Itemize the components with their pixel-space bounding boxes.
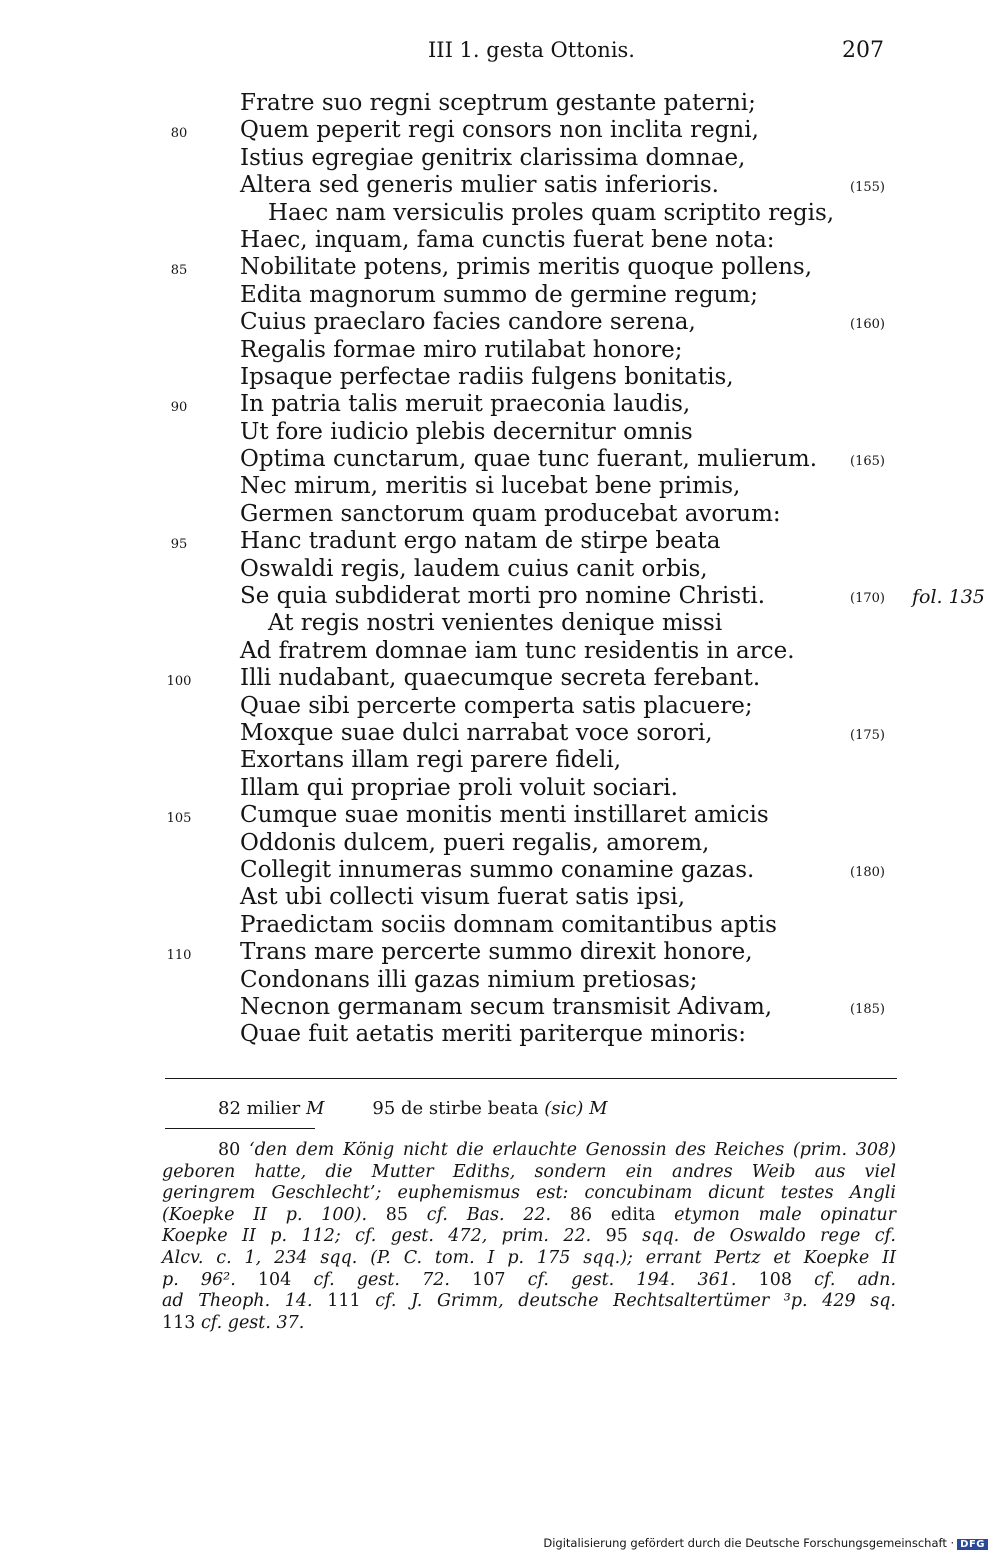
verse-line bbox=[0, 747, 1000, 774]
verse-line bbox=[0, 939, 1000, 966]
verse-text: Regalis formae miro rutilabat honore; bbox=[240, 336, 683, 363]
verse-text: Nec mirum, meritis si lucebat bene primis, bbox=[240, 473, 741, 500]
verse-line bbox=[0, 90, 1000, 117]
verse-number: 100 bbox=[166, 674, 192, 690]
verse-text: Oddonis dulcem, pueri regalis, amorem, bbox=[240, 829, 710, 856]
verse-text: Oswaldi regis, laudem cuius canit orbis, bbox=[240, 555, 708, 582]
note-segment: (Koepke II p. 100). bbox=[162, 1204, 368, 1225]
note-segment: 80 bbox=[218, 1140, 249, 1160]
verse-text-block bbox=[0, 90, 1000, 1049]
verse-text: Edita magnorum summo de germine regum; bbox=[240, 281, 758, 308]
note-segment: cf. J. Grimm, deutsche Rechtsaltertümer ³p. 429 sq. bbox=[375, 1291, 896, 1312]
verse-text: Fratre suo regni sceptrum gestante paterni; bbox=[240, 90, 756, 116]
notes-divider bbox=[165, 1128, 315, 1129]
note-segment: 104 bbox=[235, 1269, 314, 1290]
verse-count-number: (175) bbox=[850, 727, 885, 743]
verse-text: Hanc tradunt ergo natam de stirpe beata bbox=[240, 528, 721, 555]
verse-line bbox=[0, 583, 1000, 610]
verse-text: Haec, inquam, fama cunctis fuerat bene nota: bbox=[240, 226, 775, 253]
verse-line bbox=[0, 884, 1000, 911]
verse-line bbox=[0, 419, 1000, 446]
verse-text: Exortans illam regi parere fideli, bbox=[240, 747, 622, 774]
note-line bbox=[162, 1291, 896, 1313]
note-line bbox=[162, 1248, 896, 1270]
verse-text: Quem peperit regi consors non inclita regni, bbox=[240, 117, 759, 144]
verse-line bbox=[0, 775, 1000, 802]
verse-text: Condonans illi gazas nimium pretiosas; bbox=[240, 966, 698, 993]
verse-line bbox=[0, 227, 1000, 254]
verse-text: Quae sibi percerte comperta satis placuere; bbox=[240, 692, 753, 719]
verse-text: Ast ubi collecti visum fuerat satis ipsi, bbox=[240, 884, 686, 911]
verse-text: Illi nudabant, quaecumque secreta ferebant. bbox=[240, 665, 761, 692]
page-header bbox=[0, 38, 1000, 68]
note-segment: Alcv. c. 1, 234 sqq. (P. C. tom. I p. 175 sqq.); errant Pertz et Koepke II bbox=[162, 1247, 896, 1268]
verse-text: Cuius praeclaro facies candore serena, bbox=[240, 309, 696, 336]
verse-text: At regis nostri venientes denique missi bbox=[268, 610, 723, 637]
verse-line bbox=[0, 501, 1000, 528]
note-line bbox=[162, 1313, 896, 1335]
verse-text: Praedictam sociis domnam comitantibus aptis bbox=[240, 911, 777, 938]
note-line bbox=[162, 1183, 896, 1205]
verse-text: Ipsaque perfectae radiis fulgens bonitatis, bbox=[240, 363, 734, 390]
verse-line bbox=[0, 967, 1000, 994]
manuscript-siglum: M bbox=[589, 1098, 608, 1119]
verse-line bbox=[0, 830, 1000, 857]
note-segment: 95 bbox=[591, 1226, 643, 1247]
verse-line bbox=[0, 337, 1000, 364]
note-segment: geboren hatte, die Mutter Ediths, sondern ein andres Weib aus viel bbox=[162, 1161, 896, 1182]
verse-line bbox=[0, 610, 1000, 637]
verse-line bbox=[0, 200, 1000, 227]
verse-line bbox=[0, 638, 1000, 665]
verse-line bbox=[0, 282, 1000, 309]
note-segment: ‘den dem König nicht die erlauchte Genossin des Reiches (prim. 308) bbox=[249, 1140, 896, 1160]
note-segment: 85 bbox=[367, 1204, 427, 1225]
verse-number: 85 bbox=[170, 263, 188, 279]
page-number: 207 bbox=[842, 38, 884, 63]
critical-apparatus bbox=[218, 1098, 608, 1119]
verse-count-number: (180) bbox=[850, 864, 885, 880]
note-segment: sqq. de Oswaldo rege cf. bbox=[642, 1226, 896, 1247]
folio-marker: fol. 135 bbox=[912, 586, 985, 609]
verse-line bbox=[0, 1021, 1000, 1048]
dfg-logo: DFG bbox=[957, 1539, 988, 1550]
verse-line bbox=[0, 254, 1000, 281]
note-line bbox=[162, 1162, 896, 1184]
verse-line bbox=[0, 556, 1000, 583]
verse-count-number: (165) bbox=[850, 454, 885, 470]
verse-line bbox=[0, 857, 1000, 884]
verse-text: Ad fratrem domnae iam tunc residentis in arce. bbox=[240, 637, 795, 664]
verse-number: 105 bbox=[166, 811, 192, 827]
verse-text: Istius egregiae genitrix clarissima domnae, bbox=[240, 144, 746, 171]
apparatus-divider bbox=[165, 1078, 897, 1079]
verse-count-number: (160) bbox=[850, 317, 885, 333]
note-segment: Koepke II p. 112; cf. gest. 472, prim. 22. bbox=[162, 1226, 592, 1247]
note-line bbox=[162, 1226, 896, 1248]
note-line bbox=[162, 1140, 896, 1162]
apparatus-text: 82 milier bbox=[218, 1098, 306, 1119]
verse-line bbox=[0, 994, 1000, 1021]
note-segment: 113 bbox=[162, 1312, 201, 1333]
verse-line bbox=[0, 528, 1000, 555]
note-segment: cf. Bas. 22. bbox=[426, 1204, 552, 1225]
note-segment: 86 edita bbox=[551, 1204, 675, 1225]
verse-text: Nobilitate potens, primis meritis quoque pollens, bbox=[240, 254, 813, 281]
note-segment: ad Theoph. 14. bbox=[162, 1291, 313, 1312]
verse-text: Cumque suae monitis menti instillaret amicis bbox=[240, 802, 769, 829]
verse-text: Necnon germanam secum transmisit Adivam, bbox=[240, 993, 773, 1020]
note-segment: geringrem Geschlecht’; euphemismus est: concubinam dicunt testes Angli bbox=[162, 1183, 896, 1204]
running-title: III 1. gesta Ottonis. bbox=[428, 38, 635, 62]
verse-line bbox=[0, 145, 1000, 172]
verse-text: In patria talis meruit praeconia laudis, bbox=[240, 391, 691, 418]
note-segment: cf. gest. 72. bbox=[313, 1269, 450, 1290]
verse-line bbox=[0, 912, 1000, 939]
verse-number: 80 bbox=[170, 126, 188, 142]
verse-text: Collegit innumeras summo conamine gazas. bbox=[240, 856, 755, 883]
manuscript-siglum: M bbox=[305, 1098, 325, 1119]
verse-line bbox=[0, 446, 1000, 473]
verse-line bbox=[0, 693, 1000, 720]
verse-text: Trans mare percerte summo direxit honore, bbox=[240, 939, 753, 966]
note-line bbox=[162, 1270, 896, 1292]
verse-line bbox=[0, 364, 1000, 391]
apparatus-entry bbox=[218, 1098, 324, 1119]
note-line bbox=[162, 1205, 896, 1227]
commentary-notes bbox=[162, 1140, 896, 1334]
credit-text: Digitalisierung gefördert durch die Deutsche Forschungsgemeinschaft · bbox=[543, 1536, 955, 1550]
verse-number: 110 bbox=[166, 948, 192, 964]
verse-count-number: (155) bbox=[850, 180, 885, 196]
apparatus-note: (sic) bbox=[544, 1098, 590, 1119]
verse-text: Ut fore iudicio plebis decernitur omnis bbox=[240, 418, 693, 445]
verse-count-number: (170) bbox=[850, 591, 885, 607]
note-segment: 108 bbox=[736, 1269, 815, 1290]
verse-text: Illam qui propriae proli voluit sociari. bbox=[240, 774, 678, 801]
verse-line bbox=[0, 802, 1000, 829]
verse-line bbox=[0, 665, 1000, 692]
apparatus-entry bbox=[372, 1098, 607, 1119]
verse-line bbox=[0, 172, 1000, 199]
note-segment: cf. adn. bbox=[814, 1269, 897, 1290]
verse-text: Quae fuit aetatis meriti pariterque minoris: bbox=[240, 1021, 747, 1048]
verse-number: 90 bbox=[170, 400, 188, 416]
verse-count-number: (185) bbox=[850, 1001, 885, 1017]
verse-text: Se quia subdiderat morti pro nomine Christi. bbox=[240, 583, 766, 610]
verse-text: Haec nam versiculis proles quam scriptito regis, bbox=[268, 199, 835, 226]
verse-text: Germen sanctorum quam producebat avorum: bbox=[240, 500, 781, 527]
note-segment: 107 bbox=[449, 1269, 528, 1290]
verse-text: Moxque suae dulci narrabat voce sorori, bbox=[240, 719, 713, 746]
note-segment: 111 bbox=[312, 1291, 376, 1312]
verse-line bbox=[0, 720, 1000, 747]
verse-number: 95 bbox=[170, 537, 188, 553]
verse-line bbox=[0, 117, 1000, 144]
note-segment: etymon male opinatur bbox=[674, 1204, 896, 1225]
verse-line bbox=[0, 309, 1000, 336]
verse-line bbox=[0, 391, 1000, 418]
apparatus-text: 95 de stirbe beata bbox=[372, 1098, 545, 1119]
digitization-credit bbox=[543, 1536, 988, 1550]
verse-text: Optima cunctarum, quae tunc fuerant, mulierum. bbox=[240, 446, 818, 473]
verse-line bbox=[0, 473, 1000, 500]
note-segment: p. 96². bbox=[162, 1269, 236, 1290]
note-segment: cf. gest. 37. bbox=[200, 1312, 305, 1333]
verse-text: Altera sed generis mulier satis inferioris. bbox=[240, 172, 719, 199]
note-segment: cf. gest. 194. 361. bbox=[527, 1269, 737, 1290]
